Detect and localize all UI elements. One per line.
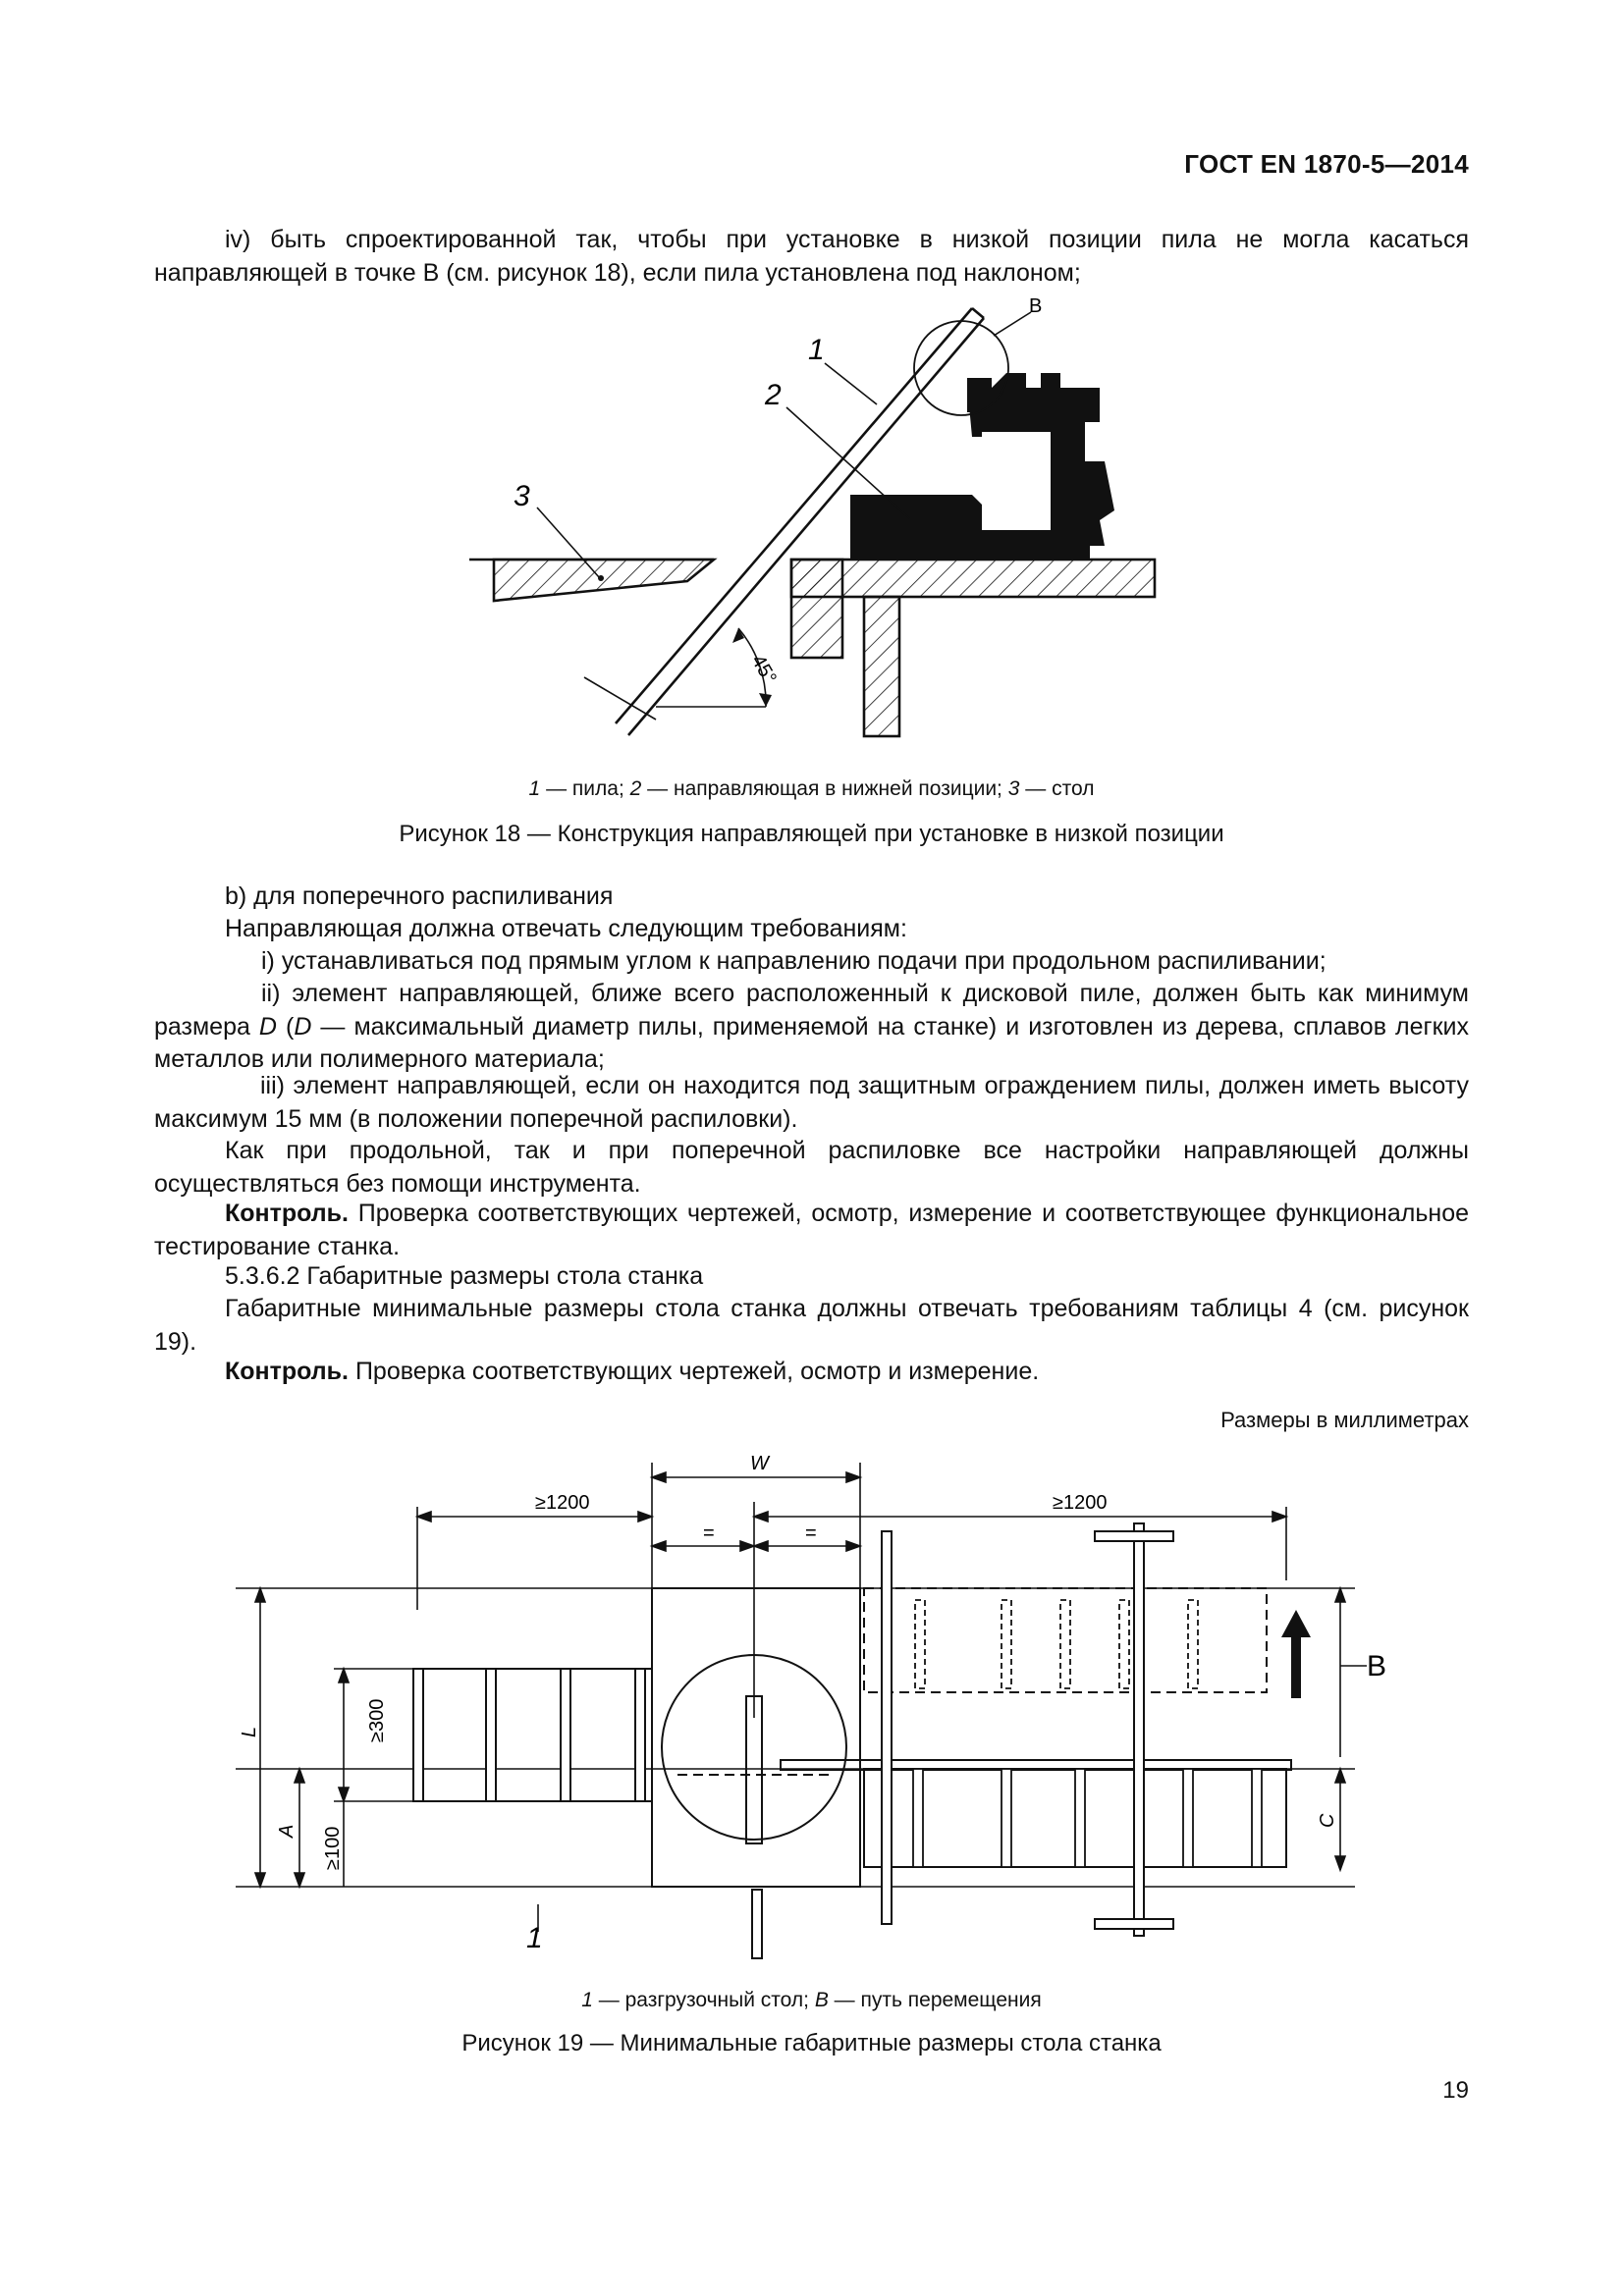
item-b-paragraph: b) для поперечного распиливания [225, 882, 614, 910]
req-ii-D: D [258, 1012, 277, 1041]
dimensions-requirement: Габаритные минимальные размеры стола станка должны отвечать требованиям таблицы 4 (см. рисунок 19). [154, 1295, 1469, 1356]
fig18-legend-n1: 1 [528, 777, 541, 800]
control-2-text: Проверка соответствующих чертежей, осмотр и измерение. [349, 1358, 1040, 1385]
fig19-label-B: B [1367, 1650, 1387, 1682]
fig19-dim-left: ≥1200 [535, 1492, 590, 1514]
fig18-caption: Рисунок 18 — Конструкция направляющей при установке в низкой позиции [399, 821, 1224, 847]
movement-arrow [1281, 1610, 1311, 1698]
fig18-legend-t1: — пила; [540, 777, 630, 800]
settings-paragraph: Как при продольной, так и при поперечной распиловке все настройки направляющей должны осуществляться без помощи инструмента. [154, 1137, 1469, 1198]
fig19-legend [154, 1989, 1469, 2012]
control-2-label: Контроль. [225, 1358, 349, 1385]
fig18-angle: 45° [746, 651, 781, 688]
item-iv-paragraph: iv) быть спроектированной так, чтобы при установке в низкой позиции пила не могла касаться направляющей в точке В (см. рисунок 18), если пила установлена под наклоном; [154, 226, 1469, 287]
fig18-label-1: 1 [808, 334, 825, 366]
control-1-text: Проверка соответствующих чертежей, осмотр, измерение и соответствующее функциональное тестирование станка. [154, 1200, 1469, 1260]
page-number: 19 [1442, 2077, 1469, 2104]
fig18-label-B: B [1029, 295, 1043, 317]
req-ii-part-b: ( [276, 1012, 295, 1041]
requirements-intro: Направляющая должна отвечать следующим требованиям: [225, 915, 907, 942]
section-heading: 5.3.6.2 Габаритные размеры стола станка [225, 1262, 704, 1290]
fig19-eq-1: = [703, 1522, 715, 1544]
requirement-i: i) устанавливаться под прямым углом к направлению подачи при продольном распиливании; [261, 947, 1326, 975]
fig18-label-2: 2 [765, 379, 782, 411]
req-ii-D2: D [294, 1012, 312, 1041]
fig19-legend-nB: B [814, 1989, 829, 2011]
fig18-legend-t3: — стол [1019, 777, 1095, 800]
fig19-dim-300: ≥300 [366, 1698, 388, 1742]
fig19-label-1: 1 [526, 1922, 543, 1954]
fig19-dim-100: ≥100 [322, 1826, 344, 1870]
units-note: Размеры в миллиметрах [1220, 1408, 1469, 1432]
req-ii-part-a: ii) элемент направляющей, ближе всего расположенный к дисковой пиле, должен быть как минимум размера [154, 980, 1469, 1041]
control-1-label: Контроль. [225, 1200, 349, 1227]
fig19-legend-t1: — разгрузочный стол; [592, 1989, 815, 2011]
fig19-dim-W: W [750, 1453, 769, 1474]
fig19-dim-right: ≥1200 [1053, 1492, 1108, 1514]
fig18-legend-n2: 2 [629, 777, 642, 800]
fig19-legend-n1: 1 [581, 1989, 593, 2011]
fig19-dim-C: C [1317, 1813, 1338, 1828]
unloading-table [413, 1669, 652, 1801]
fig18-label-3: 3 [514, 480, 530, 512]
fig18-legend-n3: 3 [1007, 777, 1020, 800]
fig19-caption: Рисунок 19 — Минимальные габаритные размеры стола станка [461, 2030, 1162, 2056]
fig19-dim-L: L [239, 1726, 260, 1737]
fig19-legend-tB: — путь перемещения [828, 1989, 1042, 2011]
fig19-dim-A: A [276, 1824, 298, 1838]
req-ii-part-c: — максимальный диаметр пилы, применяемой на станке) и изготовлен из дерева, сплавов легких металлов или полимерного материала; [154, 1012, 1470, 1073]
fig18-legend-t2: — направляющая в нижней позиции; [641, 777, 1008, 800]
carriage-rollers [913, 1600, 1262, 1867]
standard-header: ГОСТ EN 1870-5—2014 [1184, 149, 1469, 179]
fig19-eq-2: = [805, 1522, 817, 1544]
requirement-iii: iii) элемент направляющей, если он находится под защитным ограждением пилы, должен иметь высоту максимум 15 мм (в положении поперечной распиловки). [154, 1072, 1469, 1133]
